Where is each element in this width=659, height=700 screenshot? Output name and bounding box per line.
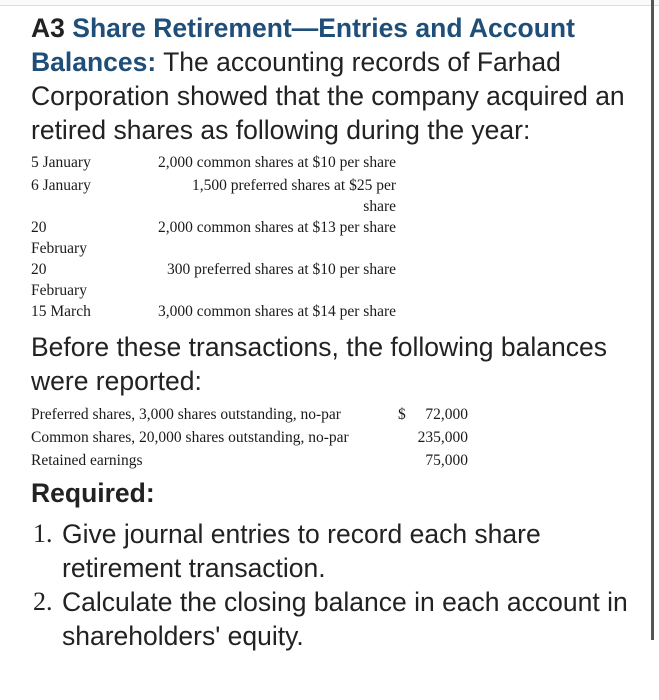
item-text-line: Calculate the closing balance in each account in — [62, 587, 628, 617]
transaction-date: 5 January — [31, 154, 91, 171]
problem-heading — [31, 11, 659, 147]
balance-label: Preferred shares, 3,000 shares outstanding, no-par — [31, 406, 341, 423]
balance-label: Retained earnings — [31, 452, 143, 469]
transaction-description: 3,000 common shares at $14 per share — [157, 303, 396, 320]
heading-line-2 — [31, 45, 659, 79]
problem-code: A3 — [31, 13, 65, 43]
heading-line-1 — [31, 11, 659, 45]
item-text-line: Give journal entries to record each share — [62, 519, 541, 549]
balance-amount: 72,000 — [425, 406, 468, 423]
item-number: 1. — [33, 519, 53, 548]
dollar-sign: $ — [398, 406, 406, 423]
problem-intro-part-2: Corporation showed that the company acquired an — [31, 81, 625, 111]
problem-intro-part-1: The accounting records of Farhad — [156, 47, 561, 77]
transaction-date: 15 March — [31, 303, 91, 320]
required-heading: Required: — [31, 478, 155, 508]
item-text-line: shareholders' equity. — [62, 621, 304, 651]
transaction-date: 20 February — [31, 261, 87, 299]
previous-content-edge — [0, 0, 659, 6]
problem-title-part-1: Share Retirement—Entries and Account — [72, 13, 575, 43]
before-balances-paragraph: Before these transactions, the following balances were reported: — [31, 332, 607, 396]
item-number: 2. — [33, 587, 53, 616]
transaction-date: 20 February — [31, 219, 87, 257]
balance-label: Common shares, 20,000 shares outstanding, no-par — [31, 429, 349, 446]
item-text-line: retirement transaction. — [62, 553, 326, 583]
transaction-description: 2,000 common shares at $10 per share — [157, 154, 396, 171]
problem-title-part-2: Balances: — [31, 47, 157, 77]
balance-amount: 235,000 — [417, 429, 468, 446]
balance-amount: 75,000 — [425, 452, 468, 469]
transaction-description: 1,500 preferred shares at $25 per share — [192, 177, 396, 215]
transaction-description: 300 preferred shares at $10 per share — [167, 261, 396, 278]
transaction-date: 6 January — [31, 177, 91, 194]
problem-intro-part-3: retired shares as following during the year: — [31, 115, 531, 145]
transaction-description: 2,000 common shares at $13 per share — [157, 219, 396, 236]
